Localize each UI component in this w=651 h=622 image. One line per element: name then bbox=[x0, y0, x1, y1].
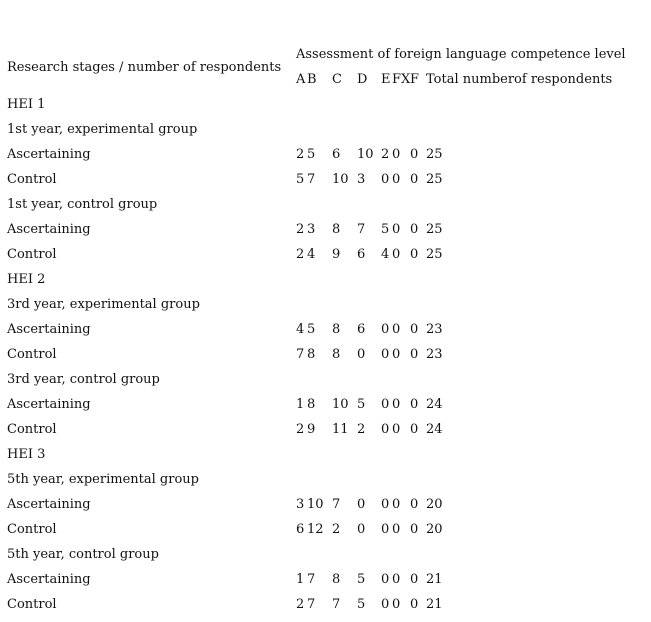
table-row bbox=[2, 542, 647, 567]
cell-d: 0 bbox=[357, 347, 366, 362]
cell-d bbox=[353, 117, 377, 142]
cell-f: 0 bbox=[410, 322, 419, 337]
cell-a bbox=[292, 442, 303, 467]
cell-e: 0 bbox=[381, 322, 390, 337]
cell-f bbox=[406, 467, 422, 492]
cell-d bbox=[353, 192, 377, 217]
table-row bbox=[2, 592, 647, 617]
cell-f: 0 bbox=[410, 222, 419, 237]
cell-a bbox=[292, 292, 303, 317]
cell-e: 2 bbox=[381, 147, 390, 162]
cell-b bbox=[303, 367, 328, 392]
row-label: Control bbox=[7, 347, 57, 362]
cell-e bbox=[377, 92, 388, 117]
header-col-c: C bbox=[332, 72, 342, 87]
cell-f bbox=[406, 117, 422, 142]
cell-e bbox=[377, 467, 388, 492]
cell-d: 5 bbox=[357, 572, 366, 587]
cell-a: 6 bbox=[296, 522, 305, 537]
cell-d: 10 bbox=[357, 147, 374, 162]
cell-b: 4 bbox=[307, 247, 316, 262]
cell-d bbox=[353, 367, 377, 392]
cell-b: 5 bbox=[307, 147, 316, 162]
cell-f: 0 bbox=[410, 397, 419, 412]
cell-e: 4 bbox=[381, 247, 390, 262]
cell-total: 25 bbox=[426, 147, 443, 162]
cell-a: 1 bbox=[296, 572, 305, 587]
cell-f: 0 bbox=[410, 347, 419, 362]
cell-fx bbox=[388, 467, 406, 492]
cell-fx: 0 bbox=[392, 222, 401, 237]
cell-total bbox=[422, 542, 647, 567]
row-label: 5th year, control group bbox=[7, 547, 159, 562]
cell-e: 0 bbox=[381, 397, 390, 412]
cell-a: 2 bbox=[296, 597, 305, 612]
cell-c: 8 bbox=[332, 322, 341, 337]
table-row bbox=[2, 417, 647, 442]
cell-f: 0 bbox=[410, 522, 419, 537]
cell-f bbox=[406, 92, 422, 117]
cell-fx bbox=[388, 292, 406, 317]
header-col-d: D bbox=[357, 72, 368, 87]
cell-b bbox=[303, 267, 328, 292]
cell-c: 10 bbox=[332, 172, 349, 187]
header-col-e: E bbox=[381, 72, 391, 87]
cell-e: 5 bbox=[381, 222, 390, 237]
cell-f bbox=[406, 292, 422, 317]
cell-fx: 0 bbox=[392, 522, 401, 537]
row-label: Ascertaining bbox=[7, 147, 91, 162]
cell-f: 0 bbox=[410, 572, 419, 587]
cell-a: 2 bbox=[296, 222, 305, 237]
cell-d: 0 bbox=[357, 522, 366, 537]
cell-total: 25 bbox=[426, 247, 443, 262]
row-label: Ascertaining bbox=[7, 497, 91, 512]
cell-total: 21 bbox=[426, 597, 443, 612]
row-label: 3rd year, control group bbox=[7, 372, 160, 387]
cell-d: 3 bbox=[357, 172, 366, 187]
cell-e: 0 bbox=[381, 522, 390, 537]
cell-total: 23 bbox=[426, 347, 443, 362]
cell-d bbox=[353, 542, 377, 567]
header-col-f: F bbox=[410, 72, 420, 87]
cell-fx bbox=[388, 117, 406, 142]
cell-d: 2 bbox=[357, 422, 366, 437]
cell-total bbox=[422, 92, 647, 117]
row-label: Ascertaining bbox=[7, 572, 91, 587]
row-label: HEI 2 bbox=[7, 272, 46, 287]
cell-f bbox=[406, 267, 422, 292]
cell-fx: 0 bbox=[392, 322, 401, 337]
table-header bbox=[2, 42, 647, 92]
cell-c: 7 bbox=[332, 497, 341, 512]
cell-fx: 0 bbox=[392, 597, 401, 612]
cell-f: 0 bbox=[410, 497, 419, 512]
cell-c bbox=[328, 367, 353, 392]
cell-a: 1 bbox=[296, 397, 305, 412]
table-row bbox=[2, 192, 647, 217]
cell-e bbox=[377, 267, 388, 292]
row-label: Control bbox=[7, 422, 57, 437]
cell-e bbox=[377, 542, 388, 567]
cell-d: 7 bbox=[357, 222, 366, 237]
cell-b: 7 bbox=[307, 172, 316, 187]
cell-c bbox=[328, 192, 353, 217]
cell-fx: 0 bbox=[392, 247, 401, 262]
cell-d bbox=[353, 92, 377, 117]
table-row bbox=[2, 117, 647, 142]
cell-total bbox=[422, 367, 647, 392]
cell-c: 9 bbox=[332, 247, 341, 262]
cell-a: 2 bbox=[296, 147, 305, 162]
table-row bbox=[2, 442, 647, 467]
cell-e bbox=[377, 292, 388, 317]
cell-d bbox=[353, 442, 377, 467]
cell-d: 6 bbox=[357, 247, 366, 262]
row-label: Control bbox=[7, 247, 57, 262]
cell-b bbox=[303, 192, 328, 217]
row-label: Ascertaining bbox=[7, 322, 91, 337]
cell-e bbox=[377, 442, 388, 467]
cell-total: 21 bbox=[426, 572, 443, 587]
cell-total: 20 bbox=[426, 522, 443, 537]
table-row bbox=[2, 142, 647, 167]
cell-b: 9 bbox=[307, 422, 316, 437]
table-row bbox=[2, 92, 647, 117]
cell-b bbox=[303, 442, 328, 467]
row-label: Control bbox=[7, 522, 57, 537]
cell-total: 23 bbox=[426, 322, 443, 337]
cell-c: 8 bbox=[332, 222, 341, 237]
cell-e bbox=[377, 117, 388, 142]
cell-c: 11 bbox=[332, 422, 349, 437]
row-label: HEI 3 bbox=[7, 447, 46, 462]
cell-d: 5 bbox=[357, 397, 366, 412]
header-assessment: Assessment of foreign language competence level bbox=[296, 47, 626, 62]
header-row-top bbox=[2, 42, 647, 67]
cell-d: 5 bbox=[357, 597, 366, 612]
cell-fx: 0 bbox=[392, 572, 401, 587]
cell-fx: 0 bbox=[392, 422, 401, 437]
cell-c: 7 bbox=[332, 597, 341, 612]
cell-a bbox=[292, 92, 303, 117]
cell-total bbox=[422, 442, 647, 467]
cell-b bbox=[303, 467, 328, 492]
cell-e bbox=[377, 192, 388, 217]
cell-b bbox=[303, 117, 328, 142]
table-row bbox=[2, 292, 647, 317]
cell-b bbox=[303, 542, 328, 567]
table-row bbox=[2, 392, 647, 417]
cell-a bbox=[292, 542, 303, 567]
header-col-fx: FX bbox=[392, 72, 411, 87]
table-row bbox=[2, 167, 647, 192]
cell-total: 24 bbox=[426, 397, 443, 412]
cell-d bbox=[353, 267, 377, 292]
cell-fx bbox=[388, 542, 406, 567]
cell-c bbox=[328, 117, 353, 142]
cell-fx bbox=[388, 367, 406, 392]
cell-fx: 0 bbox=[392, 147, 401, 162]
cell-total: 20 bbox=[426, 497, 443, 512]
cell-d: 6 bbox=[357, 322, 366, 337]
cell-e: 0 bbox=[381, 422, 390, 437]
cell-e: 0 bbox=[381, 572, 390, 587]
cell-total bbox=[422, 267, 647, 292]
cell-b: 7 bbox=[307, 572, 316, 587]
cell-e: 0 bbox=[381, 497, 390, 512]
cell-total bbox=[422, 117, 647, 142]
cell-b bbox=[303, 292, 328, 317]
row-label: Ascertaining bbox=[7, 397, 91, 412]
cell-c: 8 bbox=[332, 347, 341, 362]
cell-fx: 0 bbox=[392, 397, 401, 412]
row-label: Control bbox=[7, 597, 57, 612]
cell-a bbox=[292, 117, 303, 142]
table-row bbox=[2, 467, 647, 492]
cell-e: 0 bbox=[381, 597, 390, 612]
cell-f: 0 bbox=[410, 597, 419, 612]
cell-c: 6 bbox=[332, 147, 341, 162]
cell-fx: 0 bbox=[392, 172, 401, 187]
row-label: 5th year, experimental group bbox=[7, 472, 199, 487]
cell-d bbox=[353, 467, 377, 492]
table-row bbox=[2, 317, 647, 342]
table-row bbox=[2, 517, 647, 542]
cell-fx bbox=[388, 267, 406, 292]
cell-f bbox=[406, 367, 422, 392]
cell-a bbox=[292, 467, 303, 492]
cell-f bbox=[406, 192, 422, 217]
cell-total: 25 bbox=[426, 222, 443, 237]
cell-b: 5 bbox=[307, 322, 316, 337]
row-label: Control bbox=[7, 172, 57, 187]
table-row bbox=[2, 567, 647, 592]
cell-a: 2 bbox=[296, 422, 305, 437]
cell-total: 24 bbox=[426, 422, 443, 437]
cell-fx bbox=[388, 92, 406, 117]
header-col-a: A bbox=[296, 72, 306, 87]
cell-b: 8 bbox=[307, 397, 316, 412]
header-col-b: B bbox=[307, 72, 317, 87]
cell-e: 0 bbox=[381, 172, 390, 187]
table-row bbox=[2, 267, 647, 292]
cell-fx: 0 bbox=[392, 347, 401, 362]
table-row bbox=[2, 217, 647, 242]
cell-e: 0 bbox=[381, 347, 390, 362]
cell-f: 0 bbox=[410, 147, 419, 162]
cell-a bbox=[292, 267, 303, 292]
cell-b bbox=[303, 92, 328, 117]
cell-a bbox=[292, 367, 303, 392]
table-row bbox=[2, 492, 647, 517]
table-body bbox=[2, 92, 647, 617]
cell-fx: 0 bbox=[392, 497, 401, 512]
table-row bbox=[2, 367, 647, 392]
cell-fx bbox=[388, 442, 406, 467]
cell-f: 0 bbox=[410, 172, 419, 187]
cell-b: 7 bbox=[307, 597, 316, 612]
row-label: Ascertaining bbox=[7, 222, 91, 237]
cell-a: 3 bbox=[296, 497, 305, 512]
cell-d: 0 bbox=[357, 497, 366, 512]
table-row bbox=[2, 242, 647, 267]
header-col-total: Total numberof respondents bbox=[426, 72, 613, 87]
results-table bbox=[2, 42, 647, 617]
cell-a: 7 bbox=[296, 347, 305, 362]
cell-c bbox=[328, 542, 353, 567]
row-label: 1st year, control group bbox=[7, 197, 158, 212]
cell-a: 2 bbox=[296, 247, 305, 262]
row-label: HEI 1 bbox=[7, 97, 46, 112]
cell-f: 0 bbox=[410, 247, 419, 262]
cell-f: 0 bbox=[410, 422, 419, 437]
cell-a bbox=[292, 192, 303, 217]
cell-c: 10 bbox=[332, 397, 349, 412]
table-row bbox=[2, 342, 647, 367]
cell-c bbox=[328, 92, 353, 117]
cell-f bbox=[406, 542, 422, 567]
cell-b: 8 bbox=[307, 347, 316, 362]
cell-b: 12 bbox=[307, 522, 324, 537]
cell-b: 10 bbox=[307, 497, 324, 512]
cell-total bbox=[422, 292, 647, 317]
cell-b: 3 bbox=[307, 222, 316, 237]
cell-total: 25 bbox=[426, 172, 443, 187]
row-label: 3rd year, experimental group bbox=[7, 297, 200, 312]
header-stages: Research stages / number of respondents bbox=[7, 59, 282, 75]
cell-c bbox=[328, 442, 353, 467]
row-label: 1st year, experimental group bbox=[7, 122, 198, 137]
cell-a: 4 bbox=[296, 322, 305, 337]
cell-c bbox=[328, 467, 353, 492]
cell-total bbox=[422, 192, 647, 217]
cell-d bbox=[353, 292, 377, 317]
cell-total bbox=[422, 467, 647, 492]
cell-c: 8 bbox=[332, 572, 341, 587]
cell-c bbox=[328, 292, 353, 317]
cell-a: 5 bbox=[296, 172, 305, 187]
cell-e bbox=[377, 367, 388, 392]
cell-fx bbox=[388, 192, 406, 217]
cell-f bbox=[406, 442, 422, 467]
cell-c bbox=[328, 267, 353, 292]
cell-c: 2 bbox=[332, 522, 341, 537]
